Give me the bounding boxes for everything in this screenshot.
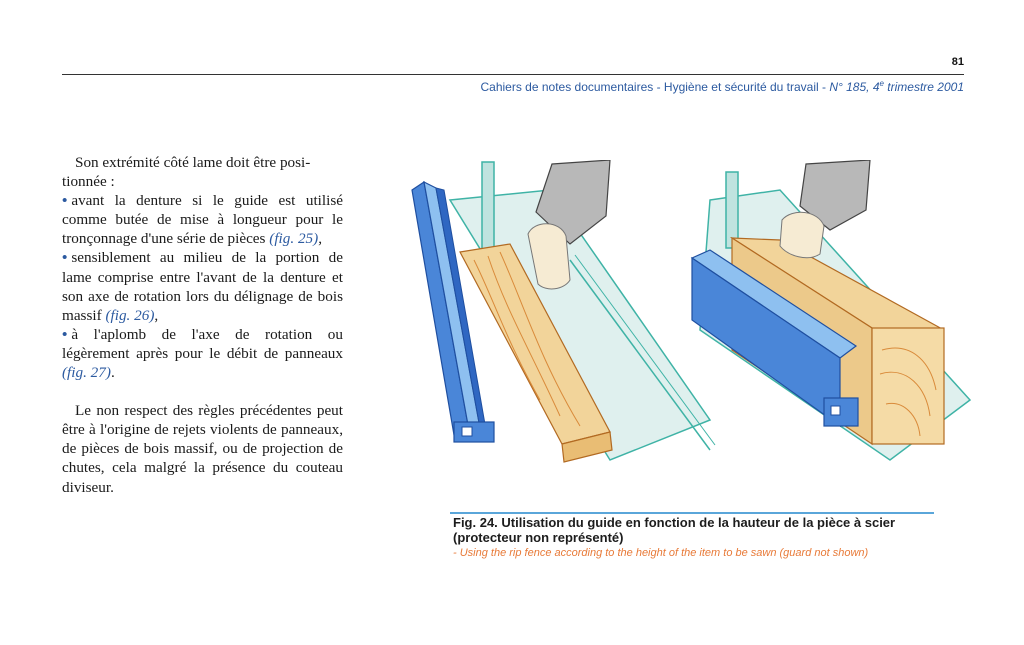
saw-guard-post-icon xyxy=(482,162,494,254)
bullet-item-1-text: avant la denture si le guide est utilisé comme butée de mise à longueur pour le tronçonnage d'une série de pièces xyxy=(62,192,343,248)
bullet-item-1 xyxy=(62,191,343,248)
figure-caption-rule xyxy=(450,512,934,514)
figure-ref-26[interactable]: (fig. 26) xyxy=(105,306,155,324)
intro-line-1: Son extrémité côté lame doit être posi- xyxy=(75,154,311,171)
left-illustration xyxy=(412,160,715,462)
bullet-item-3-text: à l'aplomb de l'axe de rotation ou légèrement après pour le débit de panneaux xyxy=(62,325,343,362)
bullet-item-2-end: , xyxy=(154,306,159,324)
caption-french: Fig. 24. Utilisation du guide en fonction de la hauteur de la pièce à scier (protecteur non représenté) xyxy=(453,515,896,545)
intro-line-2: tionnée : xyxy=(62,173,115,191)
header-rule xyxy=(62,74,964,75)
bullet-item-1-end: , xyxy=(318,230,322,248)
journal-title: Cahiers de notes documentaires - Hygiène et sécurité du travail - xyxy=(480,80,830,94)
bullet-item-3 xyxy=(62,325,343,382)
bullet-item-3-end: . xyxy=(110,364,115,382)
running-header xyxy=(480,79,964,94)
bullet-icon: • xyxy=(62,249,68,267)
figure-ref-27[interactable]: (fig. 27) xyxy=(62,364,111,382)
right-illustration xyxy=(692,160,970,460)
intro-paragraph xyxy=(62,153,343,191)
body-text xyxy=(62,153,343,497)
issue-suffix: trimestre 2001 xyxy=(883,80,964,94)
figure-caption xyxy=(453,515,953,561)
issue-prefix: N° 185, 4 xyxy=(829,80,880,94)
saw-guard-post-icon xyxy=(726,172,738,248)
figure-ref-25[interactable]: (fig. 25) xyxy=(269,230,319,248)
page-number: 81 xyxy=(951,56,964,68)
issue-label xyxy=(829,80,964,94)
bullet-item-2 xyxy=(62,248,343,324)
issue-superscript: e xyxy=(879,79,884,88)
paragraph-spacer xyxy=(62,382,343,401)
figure-illustration xyxy=(410,160,980,470)
warning-paragraph: Le non respect des règles précédentes peut être à l'origine de rejets violents de panneaux, de pièces de bois massif, ou de projection de chutes, cela malgré la présence du couteau diviseur. xyxy=(62,402,343,496)
bullet-item-2-text: sensiblement au milieu de la portion de lame comprise entre l'avant de la denture et son axe de rotation lors du délignage de bois massif xyxy=(62,249,343,324)
bullet-icon: • xyxy=(62,192,68,210)
bullet-icon: • xyxy=(62,325,68,343)
caption-english: - Using the rip fence according to the height of the item to be sawn (guard not shown) xyxy=(453,547,869,559)
